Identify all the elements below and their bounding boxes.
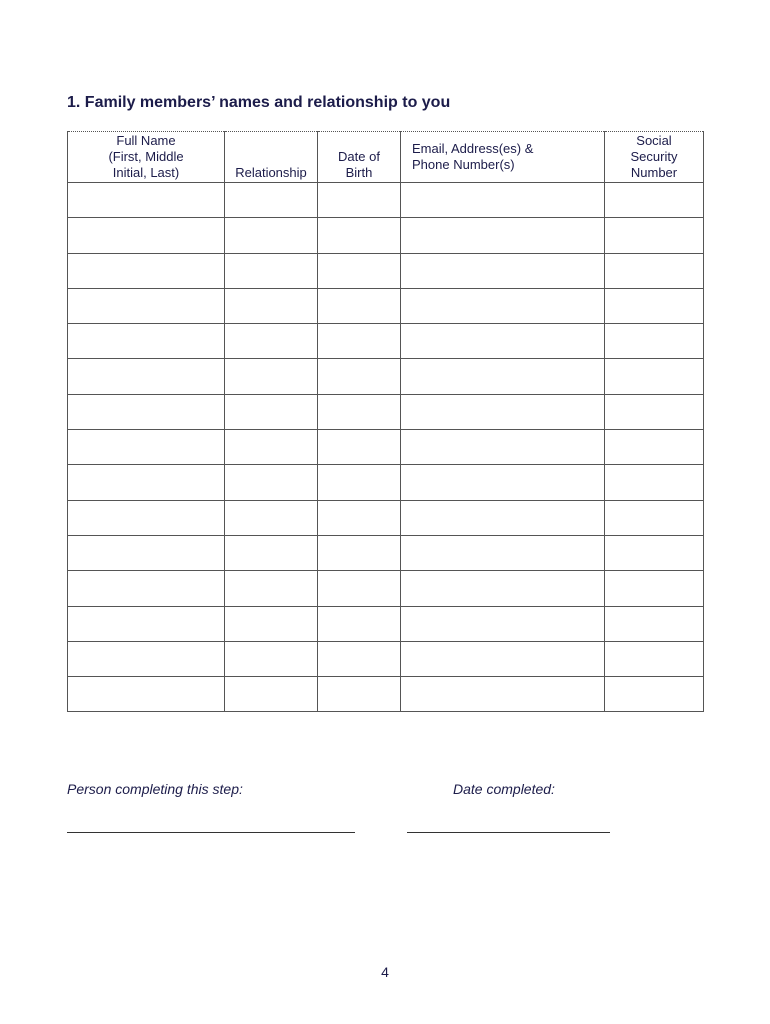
cell-date-of-birth[interactable] bbox=[318, 183, 401, 218]
cell-contact[interactable] bbox=[401, 359, 605, 394]
cell-full-name[interactable] bbox=[68, 324, 225, 359]
table-row bbox=[68, 606, 704, 641]
cell-date-of-birth[interactable] bbox=[318, 606, 401, 641]
cell-contact[interactable] bbox=[401, 324, 605, 359]
cell-relationship[interactable] bbox=[225, 359, 318, 394]
cell-relationship[interactable] bbox=[225, 324, 318, 359]
cell-contact[interactable] bbox=[401, 535, 605, 570]
cell-ssn[interactable] bbox=[605, 218, 704, 253]
cell-relationship[interactable] bbox=[225, 430, 318, 465]
table-row bbox=[68, 288, 704, 323]
cell-relationship[interactable] bbox=[225, 535, 318, 570]
cell-full-name[interactable] bbox=[68, 500, 225, 535]
cell-relationship[interactable] bbox=[225, 571, 318, 606]
header-date-of-birth bbox=[318, 132, 401, 183]
person-completing-label: Person completing this step: bbox=[67, 781, 243, 797]
cell-contact[interactable] bbox=[401, 218, 605, 253]
table-row bbox=[68, 430, 704, 465]
family-members-table bbox=[67, 131, 704, 712]
cell-contact[interactable] bbox=[401, 288, 605, 323]
cell-date-of-birth[interactable] bbox=[318, 394, 401, 429]
cell-date-of-birth[interactable] bbox=[318, 430, 401, 465]
table-row bbox=[68, 324, 704, 359]
cell-date-of-birth[interactable] bbox=[318, 641, 401, 676]
cell-full-name[interactable] bbox=[68, 465, 225, 500]
header-full-name-line: Initial, Last) bbox=[112, 165, 180, 180]
table-row bbox=[68, 641, 704, 676]
cell-full-name[interactable] bbox=[68, 535, 225, 570]
header-ssn bbox=[605, 132, 704, 183]
cell-relationship[interactable] bbox=[225, 288, 318, 323]
header-contact-line: Email, Address(es) & bbox=[412, 141, 534, 156]
cell-ssn[interactable] bbox=[605, 430, 704, 465]
table-row bbox=[68, 465, 704, 500]
cell-ssn[interactable] bbox=[605, 253, 704, 288]
cell-date-of-birth[interactable] bbox=[318, 465, 401, 500]
header-dob-line: Date of bbox=[338, 149, 380, 164]
cell-contact[interactable] bbox=[401, 641, 605, 676]
date-completed-label: Date completed: bbox=[453, 781, 555, 797]
cell-relationship[interactable] bbox=[225, 641, 318, 676]
cell-relationship[interactable] bbox=[225, 253, 318, 288]
header-contact-line: Phone Number(s) bbox=[412, 157, 515, 172]
cell-contact[interactable] bbox=[401, 183, 605, 218]
cell-ssn[interactable] bbox=[605, 324, 704, 359]
header-ssn-line: Social bbox=[636, 133, 672, 148]
header-full-name bbox=[68, 132, 225, 183]
page-number: 4 bbox=[381, 964, 389, 980]
table-row bbox=[68, 183, 704, 218]
table-row bbox=[68, 359, 704, 394]
cell-relationship[interactable] bbox=[225, 606, 318, 641]
header-relationship bbox=[225, 132, 318, 183]
cell-full-name[interactable] bbox=[68, 218, 225, 253]
cell-date-of-birth[interactable] bbox=[318, 253, 401, 288]
cell-contact[interactable] bbox=[401, 606, 605, 641]
cell-ssn[interactable] bbox=[605, 606, 704, 641]
header-ssn-line: Security bbox=[630, 149, 678, 164]
table-row bbox=[68, 253, 704, 288]
cell-full-name[interactable] bbox=[68, 253, 225, 288]
table-row bbox=[68, 500, 704, 535]
person-signature-line[interactable] bbox=[67, 832, 355, 833]
cell-full-name[interactable] bbox=[68, 288, 225, 323]
cell-relationship[interactable] bbox=[225, 394, 318, 429]
header-full-name-line: Full Name bbox=[116, 133, 176, 148]
header-dob-line: Birth bbox=[345, 165, 373, 180]
table-row bbox=[68, 677, 704, 712]
cell-ssn[interactable] bbox=[605, 465, 704, 500]
cell-relationship[interactable] bbox=[225, 465, 318, 500]
cell-ssn[interactable] bbox=[605, 535, 704, 570]
cell-date-of-birth[interactable] bbox=[318, 218, 401, 253]
cell-relationship[interactable] bbox=[225, 183, 318, 218]
cell-ssn[interactable] bbox=[605, 677, 704, 712]
header-full-name-line: (First, Middle bbox=[108, 149, 184, 164]
cell-contact[interactable] bbox=[401, 394, 605, 429]
table-row bbox=[68, 218, 704, 253]
table-body bbox=[68, 183, 704, 712]
table-row bbox=[68, 394, 704, 429]
cell-contact[interactable] bbox=[401, 500, 605, 535]
cell-ssn[interactable] bbox=[605, 183, 704, 218]
header-relationship-line: Relationship bbox=[235, 165, 307, 180]
table-row bbox=[68, 535, 704, 570]
table-header-row bbox=[68, 132, 704, 183]
cell-date-of-birth[interactable] bbox=[318, 500, 401, 535]
cell-relationship[interactable] bbox=[225, 218, 318, 253]
cell-date-of-birth[interactable] bbox=[318, 571, 401, 606]
cell-full-name[interactable] bbox=[68, 430, 225, 465]
cell-date-of-birth[interactable] bbox=[318, 288, 401, 323]
cell-ssn[interactable] bbox=[605, 571, 704, 606]
cell-relationship[interactable] bbox=[225, 500, 318, 535]
cell-relationship[interactable] bbox=[225, 677, 318, 712]
cell-contact[interactable] bbox=[401, 677, 605, 712]
cell-contact[interactable] bbox=[401, 465, 605, 500]
cell-full-name[interactable] bbox=[68, 394, 225, 429]
cell-ssn[interactable] bbox=[605, 359, 704, 394]
section-title: 1. Family members’ names and relationship to you bbox=[67, 94, 451, 111]
cell-ssn[interactable] bbox=[605, 500, 704, 535]
cell-full-name[interactable] bbox=[68, 606, 225, 641]
header-contact bbox=[401, 132, 605, 183]
cell-full-name[interactable] bbox=[68, 571, 225, 606]
cell-full-name[interactable] bbox=[68, 359, 225, 394]
header-ssn-line: Number bbox=[630, 165, 678, 180]
date-completed-line[interactable] bbox=[407, 832, 610, 833]
cell-date-of-birth[interactable] bbox=[318, 324, 401, 359]
cell-contact[interactable] bbox=[401, 571, 605, 606]
table-row bbox=[68, 571, 704, 606]
cell-date-of-birth[interactable] bbox=[318, 359, 401, 394]
cell-contact[interactable] bbox=[401, 430, 605, 465]
cell-ssn[interactable] bbox=[605, 288, 704, 323]
cell-ssn[interactable] bbox=[605, 394, 704, 429]
cell-full-name[interactable] bbox=[68, 183, 225, 218]
cell-date-of-birth[interactable] bbox=[318, 677, 401, 712]
cell-date-of-birth[interactable] bbox=[318, 535, 401, 570]
cell-contact[interactable] bbox=[401, 253, 605, 288]
cell-full-name[interactable] bbox=[68, 641, 225, 676]
cell-full-name[interactable] bbox=[68, 677, 225, 712]
cell-ssn[interactable] bbox=[605, 641, 704, 676]
